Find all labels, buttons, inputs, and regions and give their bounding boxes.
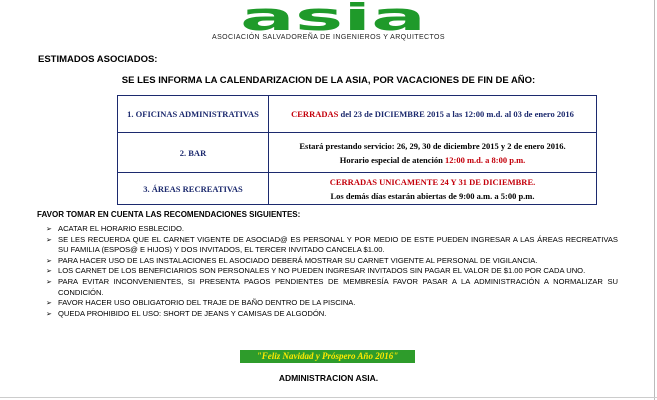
schedule-detail-offices: [269, 96, 597, 133]
list-item: ➢ SE LES RECUERDA QUE EL CARNET VIGENTE DE ASOCIAD@ ES PERSONAL Y POR MEDIO DE ESTE PUEDEN INGRESAR A LAS ÁREAS RECREATIVAS SU FAMILIA (ESPOS@ E HIJOS) Y DOS INVITADOS, EL TERCER INVITADO CANCELA $1.00.: [46, 235, 618, 256]
schedule-row-bar: [118, 133, 597, 173]
schedule-detail-recreational: [269, 173, 597, 205]
holiday-banner: "Feliz Navidad y Próspero Año 2016": [240, 350, 415, 363]
greeting: ESTIMADOS ASOCIADOS:: [38, 54, 158, 65]
schedule-detail-bar: [269, 133, 597, 173]
list-item: ➢ PARA HACER USO DE LAS INSTALACIONES EL ASOCIADO DEBERÁ MOSTRAR SU CARNET VIGENTE AL PERSONAL DE VIGILANCIA.: [46, 256, 618, 267]
schedule-table: [117, 95, 597, 205]
asia-logo: [238, 2, 428, 34]
recreational-closed: CERRADAS UNICAMENTE 24 Y 31 DE DICIEMBRE.: [329, 176, 536, 187]
page-edge-bottom: [0, 397, 657, 398]
bar-hours: [273, 155, 592, 165]
recommendations-heading: FAVOR TOMAR EN CUENTA LAS RECOMENDACIONES SIGUIENTES:: [37, 210, 301, 219]
offices-dates: del 23 de DICIEMBRE 2015 a las 12:00 m.d. al 03 de enero 2016: [338, 109, 574, 119]
recreational-hours: Los demás días estarán abiertas de 9:00 a.m. a 5:00 p.m.: [330, 190, 535, 201]
list-item: ➢ QUEDA PROHIBIDO EL USO: SHORT DE JEANS Y CAMISAS DE ALGODÓN.: [46, 309, 618, 320]
bar-service-days: Estará prestando servicio: 26, 29, 30 de diciembre 2015 y 2 de enero 2016.: [299, 140, 566, 151]
schedule-row-offices: [118, 96, 597, 133]
recommendations-list: [46, 224, 618, 319]
list-item: ➢ FAVOR HACER USO OBLIGATORIO DEL TRAJE DE BAÑO DENTRO DE LA PISCINA.: [46, 298, 618, 309]
bar-hours-value: 12:00 m.d. a 8:00 p.m.: [445, 154, 526, 165]
schedule-label-offices: 1. OFICINAS ADMINISTRATIVAS: [118, 96, 269, 133]
closed-text: CERRADAS: [291, 109, 339, 119]
list-item: ➢ LOS CARNET DE LOS BENEFICIARIOS SON PERSONALES Y NO PUEDEN INGRESAR INVITADOS SIN PAGAR EL VALOR DE $1.00 POR CADA UNO.: [46, 266, 618, 277]
schedule-row-recreational: [118, 173, 597, 205]
logo-text: asia: [240, 2, 426, 34]
list-item: ➢ PARA EVITAR INCONVENIENTES, SI PRESENTA PAGOS PENDIENTES DE MEMBRESÍA FAVOR PASAR A LA ADMINISTRACIÓN A NORMALIZAR SU CONDICIÓN.: [46, 277, 618, 298]
schedule-label-recreational: 3. ÁREAS RECREATIVAS: [118, 173, 269, 205]
headline: SE LES INFORMA LA CALENDARIZACION DE LA ASIA, POR VACACIONES DE FIN DE AÑO:: [121, 75, 536, 86]
signature: ADMINISTRACION ASIA.: [278, 373, 379, 383]
list-item: ➢ ACATAR EL HORARIO ESBLECIDO.: [46, 224, 618, 235]
bar-hours-prefix: Horario especial de atención: [339, 154, 445, 165]
schedule-label-bar: 2. BAR: [118, 133, 269, 173]
page-edge-right: [654, 0, 655, 400]
association-name: ASOCIACIÓN SALVADOREÑA DE INGENIEROS Y ARQUITECTOS: [212, 34, 445, 41]
